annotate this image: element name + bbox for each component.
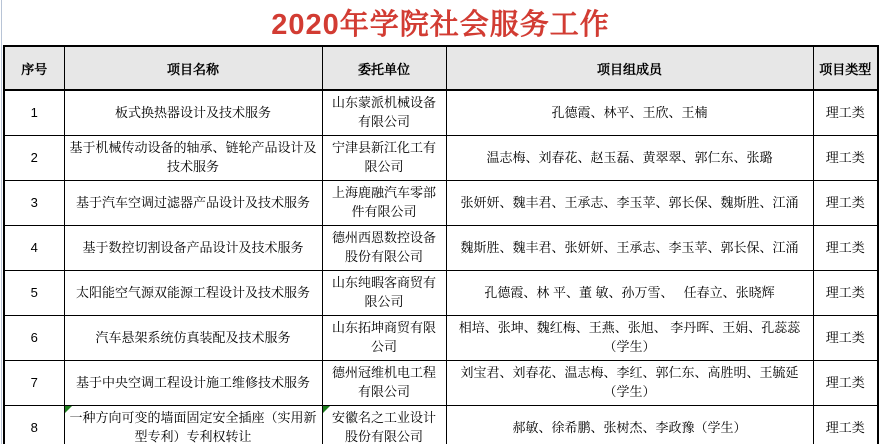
- project-type-cell: 理工类: [813, 271, 878, 316]
- row-number-cell: 8: [4, 406, 64, 444]
- table-row: [4, 136, 878, 181]
- members-cell: 张妍妍、魏丰君、王承志、李玉苹、郭长保、魏斯胜、江涌: [446, 181, 813, 226]
- page-title: 2020年学院社会服务工作: [271, 9, 610, 41]
- table-row: [4, 271, 878, 316]
- project-name: 一种方向可变的墙面固定安全插座（实用新型专利）专利权转让: [69, 410, 317, 444]
- members-cell: 孔德霞、林 平、董 敏、孙万雪、 任春立、张晓辉: [446, 271, 813, 316]
- row-number-cell: 6: [4, 316, 64, 361]
- header-row: [4, 46, 878, 90]
- client-cell: 山东蒙派机械设备有限公司: [322, 90, 446, 136]
- row-number-cell: 3: [4, 181, 64, 226]
- project-type-cell: 理工类: [813, 406, 878, 444]
- members-cell: 刘宝君、刘春花、温志梅、李红、郭仁东、高胜明、王毓延（学生）: [446, 361, 813, 406]
- members-cell: 温志梅、刘春花、赵玉磊、黄翠翠、郭仁东、张璐: [446, 136, 813, 181]
- row-number-cell: 4: [4, 226, 64, 271]
- members-cell: 魏斯胜、魏丰君、张妍妍、王承志、李玉苹、郭长保、江涌: [446, 226, 813, 271]
- cell-corner-marker-icon: [323, 406, 330, 413]
- project-name-cell: 基于汽车空调过滤器产品设计及技术服务: [64, 181, 322, 226]
- table-row: [4, 226, 878, 271]
- header-cell-project-name: 项目名称: [64, 46, 322, 90]
- project-name-cell: [64, 406, 322, 444]
- client-cell: 德州西恩数控设备股份有限公司: [322, 226, 446, 271]
- project-name-cell: 太阳能空气源双能源工程设计及技术服务: [64, 271, 322, 316]
- table-row: [4, 90, 878, 136]
- client-name: 安徽名之工业设计股份有限公司: [331, 410, 436, 444]
- table-row: [4, 361, 878, 406]
- members-cell: 郝敏、徐希鹏、张树杰、李政豫（学生）: [446, 406, 813, 444]
- client-cell: 山东纯暇客商贸有限公司: [322, 271, 446, 316]
- header-cell-type: 项目类型: [813, 46, 878, 90]
- project-name-cell: 基于数控切割设备产品设计及技术服务: [64, 226, 322, 271]
- project-type-cell: 理工类: [813, 226, 878, 271]
- project-type-cell: 理工类: [813, 90, 878, 136]
- header-cell-no: 序号: [4, 46, 64, 90]
- projects-table: [3, 45, 879, 444]
- table-row: [4, 316, 878, 361]
- table-row: [4, 181, 878, 226]
- row-number-cell: 2: [4, 136, 64, 181]
- project-type-cell: 理工类: [813, 361, 878, 406]
- project-name-cell: 汽车悬架系统仿真装配及技术服务: [64, 316, 322, 361]
- project-name-cell: 基于中央空调工程设计施工维修技术服务: [64, 361, 322, 406]
- project-type-cell: 理工类: [813, 136, 878, 181]
- project-name-cell: 基于机械传动设备的轴承、链轮产品设计及技术服务: [64, 136, 322, 181]
- header-cell-client: 委托单位: [322, 46, 446, 90]
- client-cell: 上海鹿融汽车零部件有限公司: [322, 181, 446, 226]
- client-cell: 山东拓坤商贸有限公司: [322, 316, 446, 361]
- cell-corner-marker-icon: [65, 406, 72, 413]
- header-cell-members: 项目组成员: [446, 46, 813, 90]
- row-number-cell: 7: [4, 361, 64, 406]
- row-number-cell: 5: [4, 271, 64, 316]
- project-type-cell: 理工类: [813, 316, 878, 361]
- client-cell: 德州冠维机电工程有限公司: [322, 361, 446, 406]
- members-cell: 相培、张坤、魏红梅、王燕、张旭、 李丹晖、王娟、孔蕊蕊（学生）: [446, 316, 813, 361]
- client-cell: [322, 406, 446, 444]
- table-row: [4, 406, 878, 444]
- project-type-cell: 理工类: [813, 181, 878, 226]
- row-number-cell: 1: [4, 90, 64, 136]
- members-cell: 孔德霞、林平、王欣、王楠: [446, 90, 813, 136]
- gridline-edge: [1, 0, 2, 444]
- project-name-cell: 板式换热器设计及技术服务: [64, 90, 322, 136]
- client-cell: 宁津县新江化工有限公司: [322, 136, 446, 181]
